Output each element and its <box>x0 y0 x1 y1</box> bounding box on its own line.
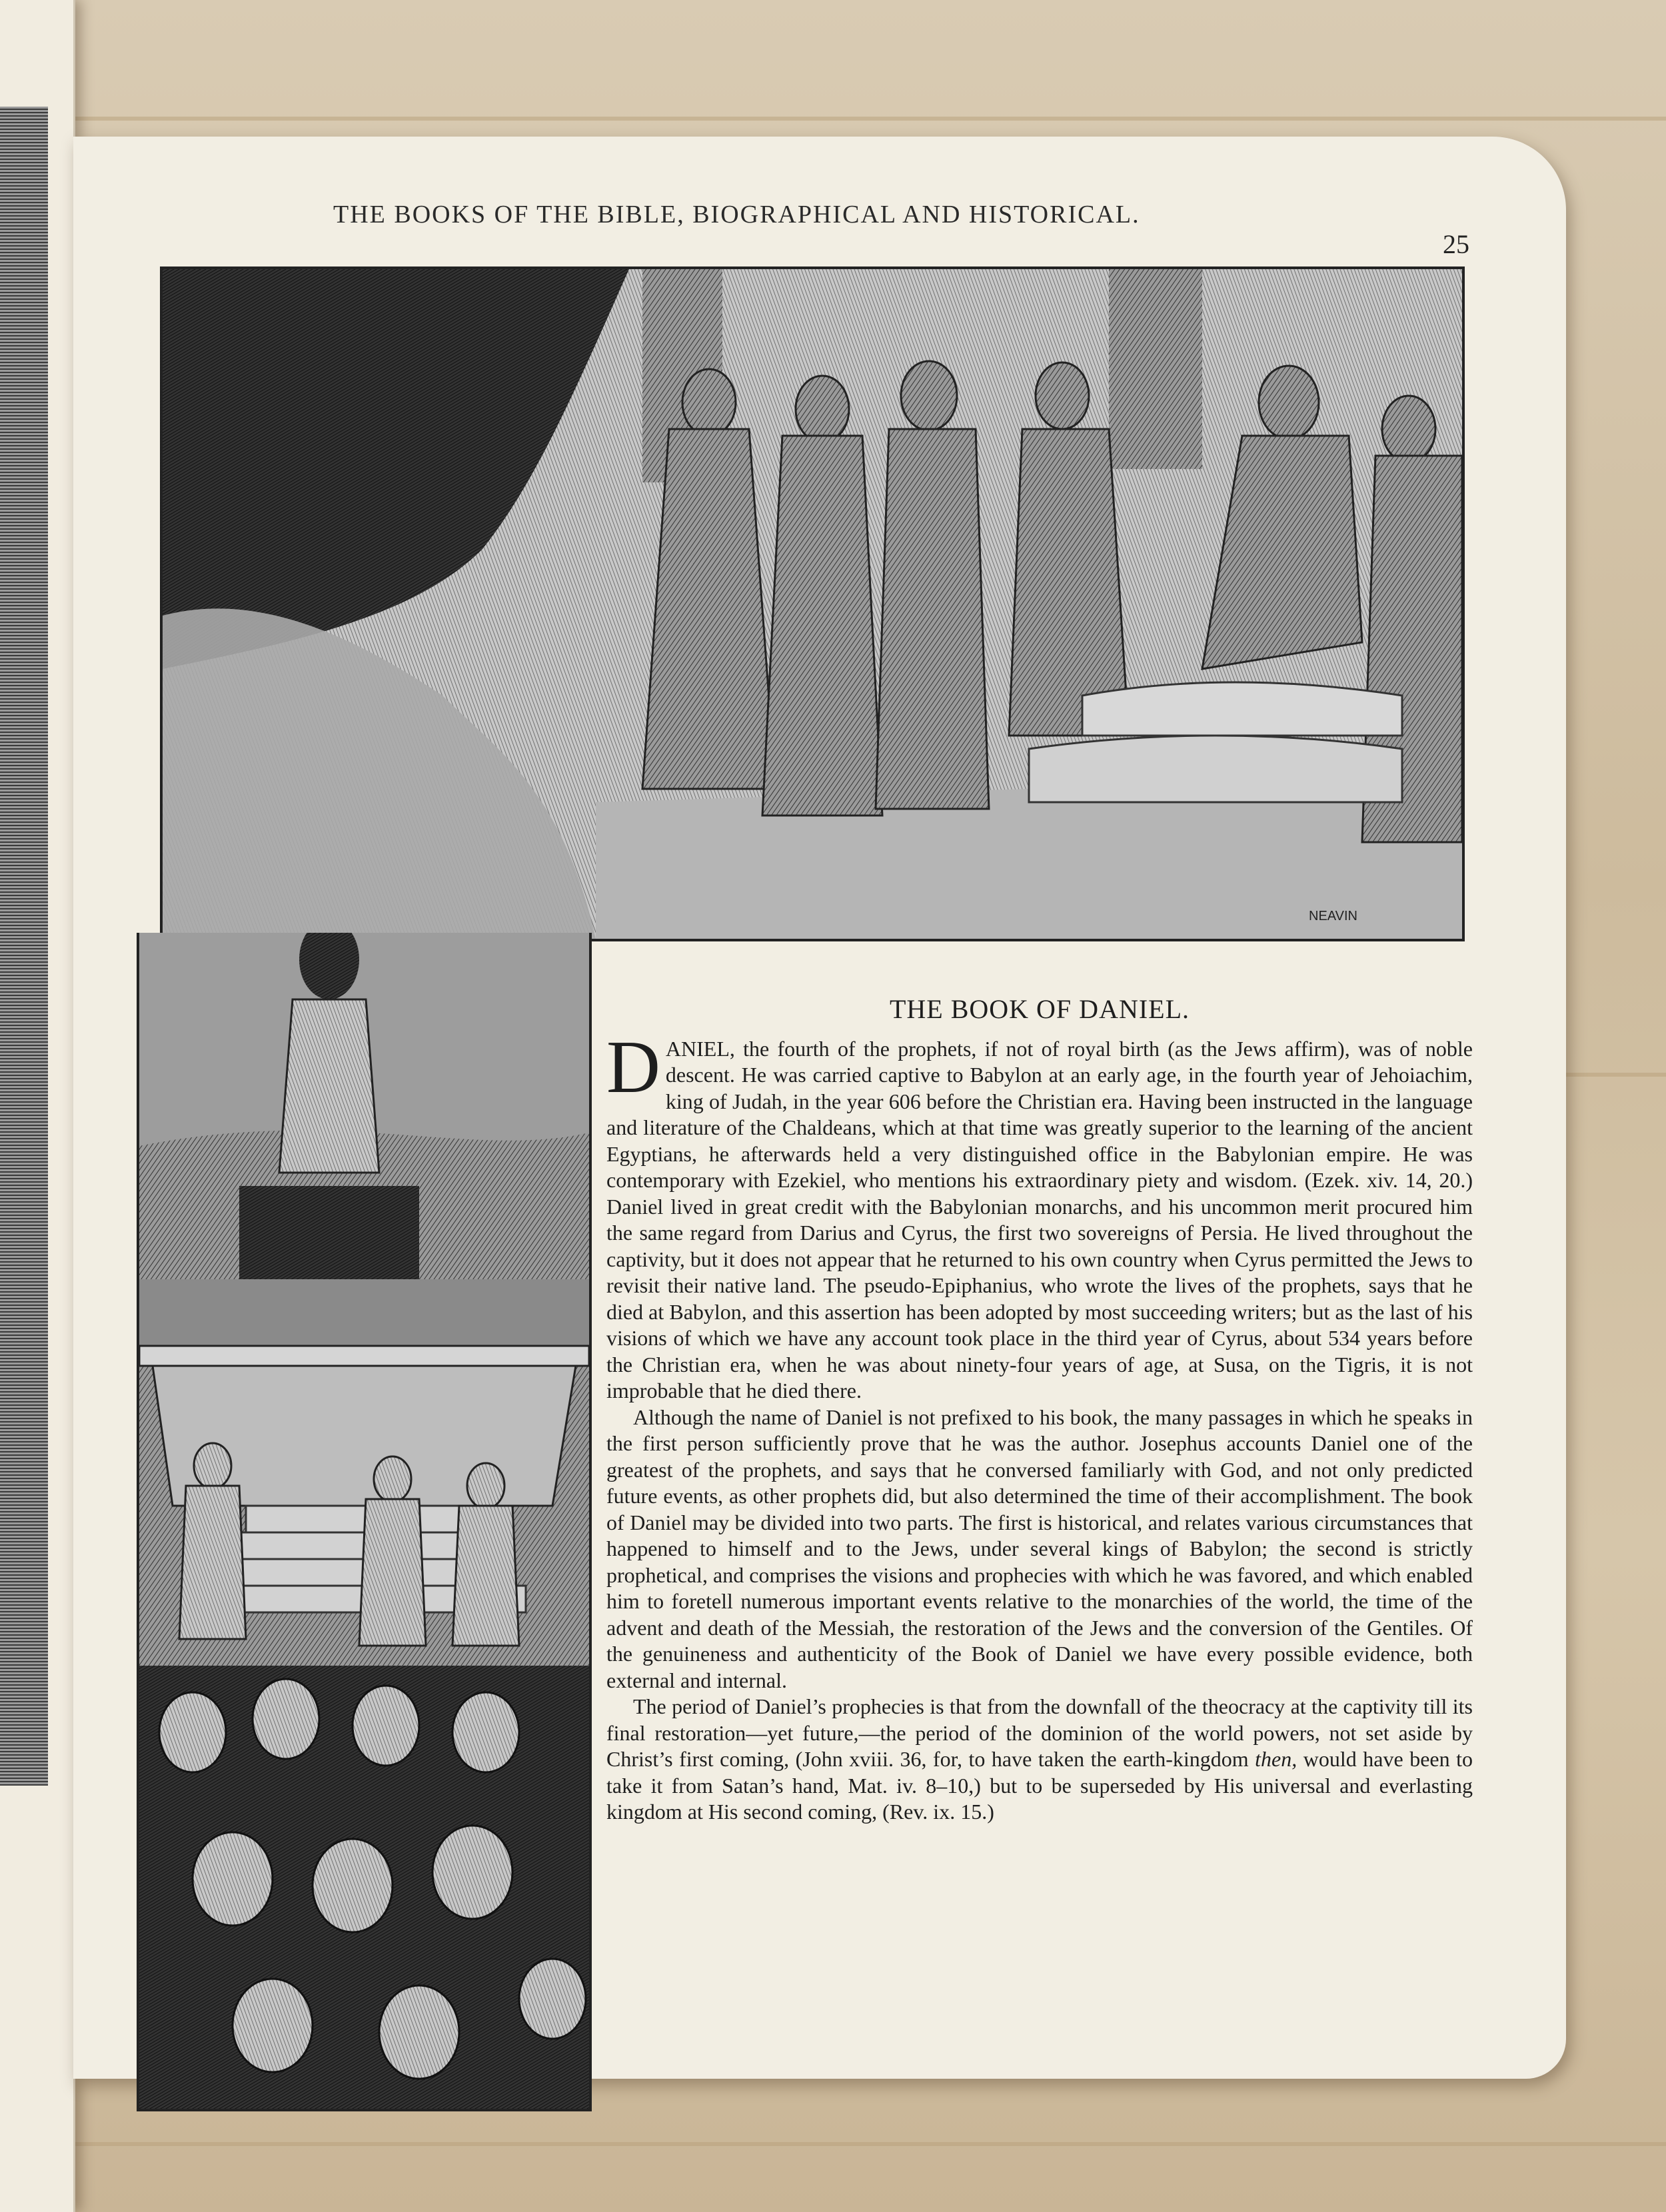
paragraph-3-text-b: would have been to take it from Satan’s hand, Mat. iv. 8–10,) but to be superseded by His universal and everlasting kingdom at His second coming, (Rev. ix. 15.) <box>606 1747 1473 1824</box>
book-page <box>73 137 1566 2079</box>
running-header: THE BOOKS OF THE BIBLE, BIOGRAPHICAL AND HISTORICAL. <box>333 201 1140 229</box>
paragraph-2: Although the name of Daniel is not prefixed to his book, the many passages in which he speaks in the first person sufficiently prove that he was the author. Josephus accounts Daniel one of the greatest of the prophets, and says that he conversed familiarly with God, and not only predicted future events, as other prophets did, but also determined the time of their accomplishment. The book of Daniel may be divided into two parts. The first is historical, and relates various circumstances that happened to himself and to the Jews, under several kings of Babylon; the second is strictly prophetical, and comprises the visions and prophecies with which he was favored, and which enabled him to foretell numerous important events relative to the monarchies of the world, the time of the advent and death of the Messiah, the restoration of the Jews and the conversion of the Gentiles. Of the genuineness and authenticity of the Book of Daniel we have every possible evidence, both external and internal. <box>606 1404 1473 1692</box>
page-number: 25 <box>1443 229 1469 259</box>
drop-cap: D <box>606 1025 660 1109</box>
engraving-golden-image-worship <box>137 933 592 2111</box>
paragraph-1-text: ANIEL, the fourth of the prophets, if not of royal birth (as the Jews affirm), was of noble descent. He was carried captive to Babylon at an early age, in the fourth year of Jehoiachim, king of Judah, in the year 606 before the Christian era. Having been instructed in the language and literature of the Chaldeans, which at that time was greatly superior to the learning of the ancient Egyptians, he afterwards held a very distinguished office in the Babylonian empire. He was contemporary with Ezekiel, who mentions his extraordinary piety and wisdom. (Ezek. xiv. 14, 20.) Daniel lived in great credit with the Babylonian monarchs, and his uncommon merit procured him the same regard from Darius and Cyrus, the first two sovereigns of Persia. He lived throughout the captivity, but it does not appear that he returned to his own country when Cyrus permitted the Jews to revisit their native land. The pseudo-Epiphanius, who wrote the lives of the prophets, says that he died at Babylon, and this assertion has been adopted by most succeeding writers; but as the last of his visions of which we have any account took place in the third year of Cyrus, about 534 years before the Christian era, when he was about ninety-four years of age, at Susa, on the Tigris, it is not improbable that he died there. <box>606 1036 1473 1402</box>
paragraph-3-italic: then, <box>1255 1747 1297 1771</box>
facing-page-edge <box>0 0 75 2212</box>
engraving-daniel-before-king <box>160 267 1465 941</box>
wood-plank-line <box>0 2142 1666 2146</box>
facing-page-engraving <box>0 107 48 1786</box>
engraver-signature: NEAVIN <box>1309 909 1357 923</box>
paragraph-3 <box>606 1694 1473 1826</box>
paragraph-3-text-a: The period of Daniel’s prophecies is that from the downfall of the theocracy at the captivity till its final restoration—yet future,—the period of the dominion of the world powers, not set aside by Christ’s first coming, (John xviii. 36, for, to have taken the earth-kingdom <box>606 1694 1473 1771</box>
paragraph-1 <box>606 1025 1473 1404</box>
article-text-column <box>606 996 1473 1826</box>
wood-plank-line <box>0 117 1666 121</box>
article-title: THE BOOK OF DANIEL. <box>889 994 1190 1024</box>
